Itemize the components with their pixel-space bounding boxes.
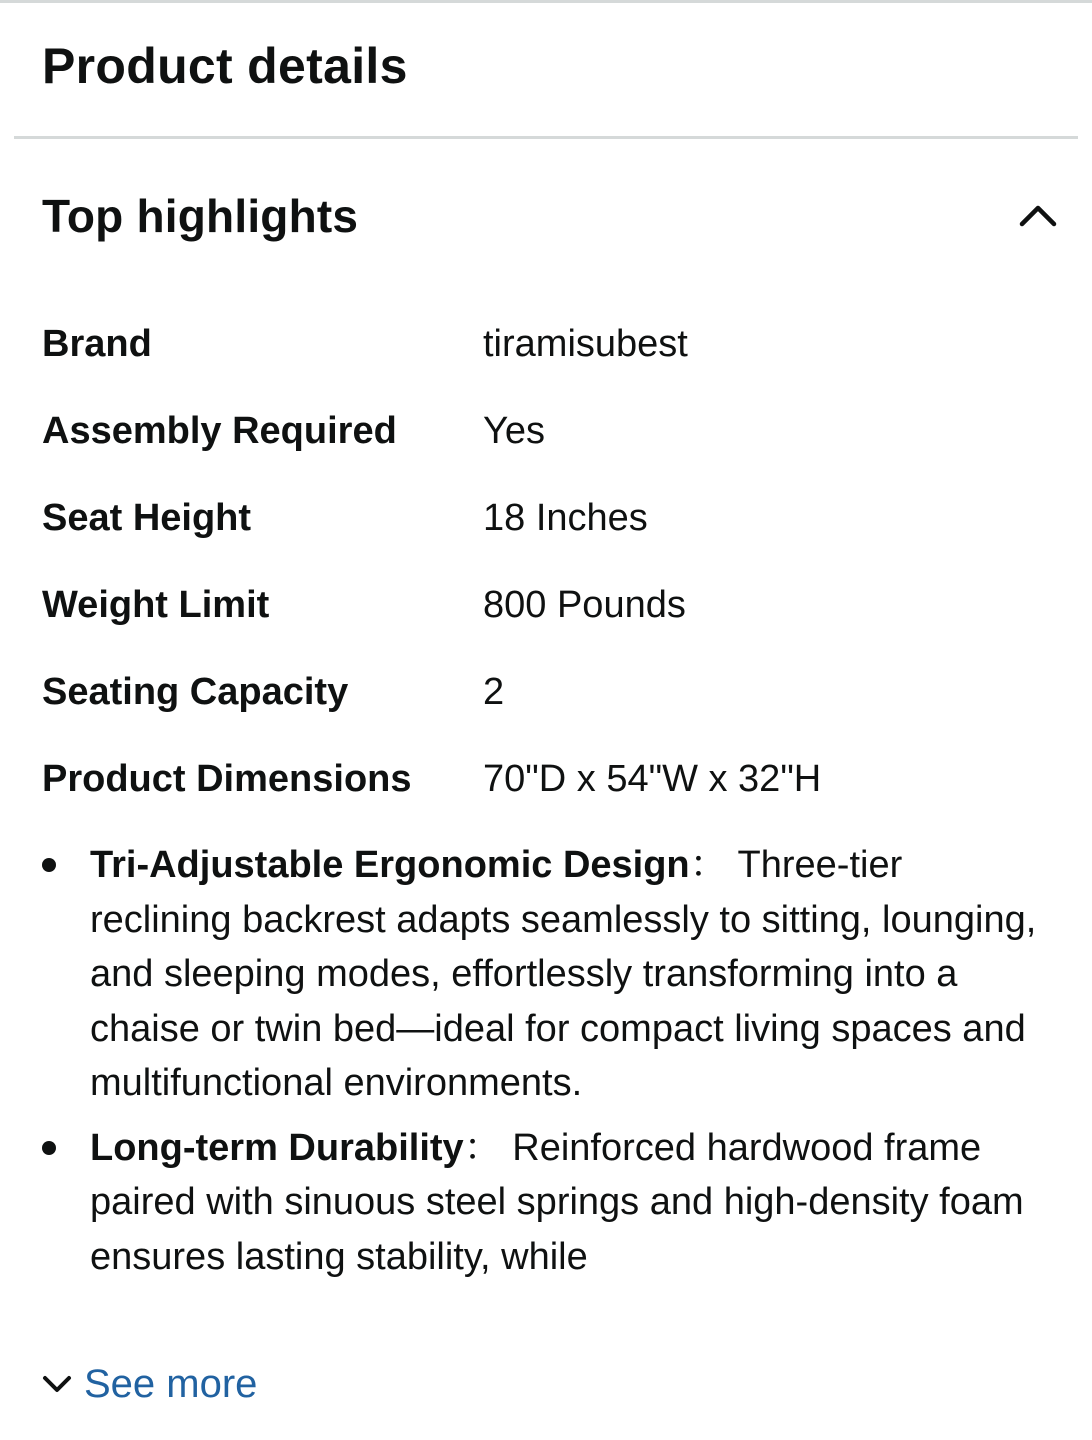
top-highlights-accordion-header[interactable] <box>42 180 1062 252</box>
bullet-item <box>42 838 1042 1111</box>
spec-row-product-dimensions <box>42 735 1062 822</box>
spec-value: tiramisubest <box>483 322 688 365</box>
see-more-label: See more <box>84 1362 258 1406</box>
bullet-separator: ： <box>463 1126 502 1169</box>
spec-value: 18 Inches <box>483 496 648 539</box>
accordion-title: Top highlights <box>42 190 359 242</box>
bullet-item <box>42 1121 1042 1285</box>
spec-label: Weight Limit <box>42 583 270 626</box>
spec-label: Seat Height <box>42 496 252 539</box>
spec-value: 800 Pounds <box>483 583 686 626</box>
spec-value: 70"D x 54"W x 32"H <box>483 757 822 800</box>
page-title: Product details <box>42 38 408 94</box>
bullet-text: Reinforced hardwood frame paired with sinuous steel springs and high-density foam ensures lasting stability, while <box>90 1126 1024 1278</box>
spec-label: Assembly Required <box>42 409 397 452</box>
highlights-bullet-list <box>42 838 1042 1330</box>
bullet-dot-icon <box>42 1141 56 1155</box>
content-fade-overlay <box>0 1290 1092 1340</box>
chevron-down-icon <box>40 1367 74 1401</box>
see-more-link[interactable] <box>40 1356 257 1412</box>
spec-label: Brand <box>42 322 152 365</box>
spec-row-brand <box>42 300 1062 387</box>
spec-value: 2 <box>483 670 505 713</box>
bullet-dot-icon <box>42 858 56 872</box>
spec-value: Yes <box>483 409 545 452</box>
specs-table <box>42 300 1062 822</box>
spec-row-seating-capacity <box>42 648 1062 735</box>
spec-label: Product Dimensions <box>42 757 412 800</box>
bullet-heading: Long-term Durability <box>90 1126 464 1169</box>
section-divider <box>14 136 1078 139</box>
bullet-heading: Tri-Adjustable Ergonomic Design <box>90 844 690 886</box>
spec-row-weight-limit <box>42 561 1062 648</box>
spec-row-assembly-required <box>42 387 1062 474</box>
chevron-up-icon[interactable] <box>1016 194 1060 238</box>
top-divider <box>0 0 1092 3</box>
bullet-separator: ： <box>689 844 728 886</box>
spec-row-seat-height <box>42 474 1062 561</box>
spec-label: Seating Capacity <box>42 670 349 713</box>
bullet-text: Three-tier reclining backrest adapts seamlessly to sitting, lounging, and sleeping modes, effortlessly transforming into a chaise or twin bed—ideal for compact living spaces and multifunctional environments. <box>90 844 1037 1104</box>
